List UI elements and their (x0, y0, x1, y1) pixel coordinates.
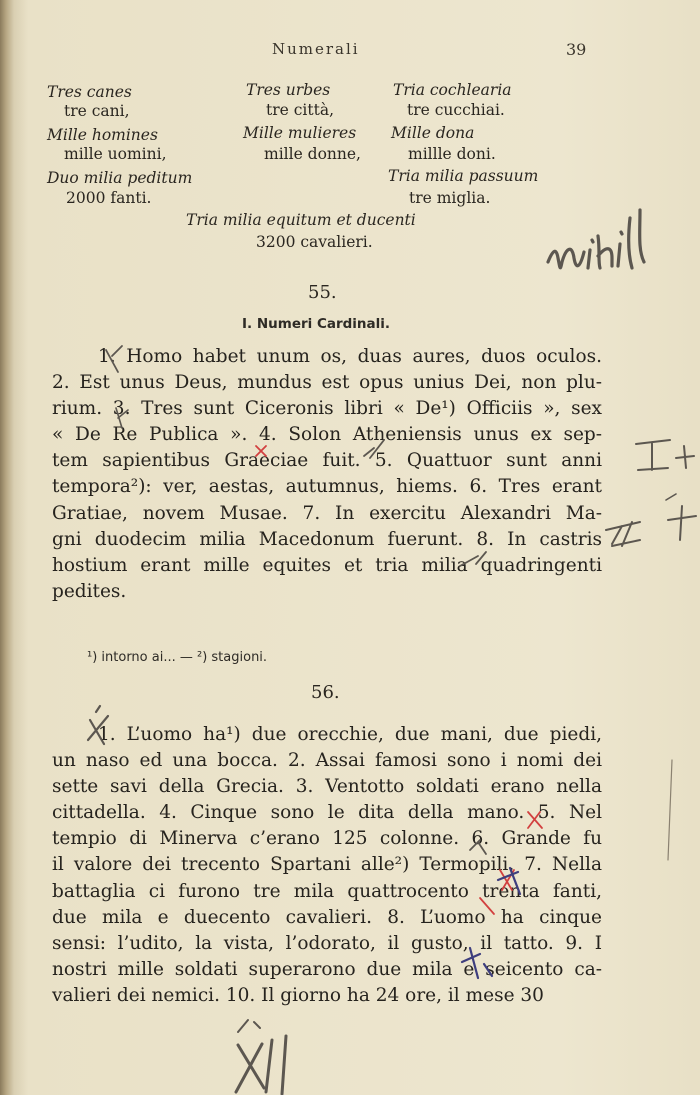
text-line: sensi: l’udito, la vista, l’odorato, il gusto, il tatto. 9. I (52, 932, 602, 954)
example-italian: millle doni. (408, 145, 496, 163)
text-line: 2. Est unus Deus, mundus est opus unius Dei, non plu- (52, 372, 602, 394)
example-latin: Tres canes (47, 83, 132, 101)
text-line: 1. Homo habet unum os, duas aures, duos oculos. (98, 346, 602, 367)
example-italian: 3200 cavalieri. (256, 233, 373, 251)
example-italian: 2000 fanti. (66, 189, 152, 207)
text-line: « De Re Publica ». 4. Solon Atheniensis unus ex sep- (52, 424, 602, 446)
text-line: il valore dei trecento Spartani alle²) Termopili. 7. Nella (52, 854, 602, 876)
text-line: cittadella. 4. Cinque sono le dita della mano. 5. Nel (52, 802, 602, 824)
text-line: battaglia ci furono tre mila quattrocento trenta fanti, (52, 880, 602, 902)
example-italian: tre cucchiai. (407, 101, 505, 119)
section-subtitle: I. Numeri Cardinali. (242, 316, 391, 332)
text-line: gni duodecim milia Macedonum fuerunt. 8. In castris (52, 528, 602, 550)
page-number: 39 (566, 40, 587, 59)
example-italian: tre cani, (64, 102, 130, 120)
example-latin: Tria milia passuum (388, 167, 539, 185)
footnote: ¹) intorno ai... — ²) stagioni. (87, 650, 268, 665)
exercise-paragraph (52, 344, 602, 605)
text-line: Gratiae, novem Musae. 7. In exercitu Alexandri Ma- (52, 502, 602, 524)
example-latin: Duo milia peditum (47, 169, 193, 187)
example-latin: Tria milia equitum et ducenti (186, 211, 416, 229)
text-line: pedites. (52, 580, 127, 602)
text-line: nostri mille soldati superarono due mila e seicento ca- (52, 958, 602, 980)
example-latin: Mille homines (47, 126, 158, 144)
example-latin: Mille mulieres (243, 124, 357, 142)
text-line: tempio di Minerva c’erano 125 colonne. 6. Grande fu (52, 828, 602, 850)
example-italian: tre città, (266, 101, 335, 119)
running-header: Numerali (272, 40, 360, 58)
text-line: hostium erant mille equites et tria milia quadringenti (52, 554, 602, 576)
text-line: tem sapientibus Graeciae fuit. 5. Quattuor sunt anni (52, 450, 602, 472)
text-line: rium. 3. Tres sunt Ciceronis libri « De¹) Officiis », sex (52, 398, 602, 420)
exercise-number: 55. (308, 282, 337, 303)
example-italian: mille uomini, (64, 145, 167, 163)
text-line: tempora²): ver, aestas, autumnus, hiems. 6. Tres erant (52, 476, 602, 498)
example-italian: tre miglia. (409, 189, 491, 207)
text-line: sette savi della Grecia. 3. Ventotto soldati erano nella (52, 776, 602, 798)
example-latin: Tres urbes (246, 81, 331, 99)
text-line: 1. L’uomo ha¹) due orecchie, due mani, due piedi, (98, 724, 602, 745)
text-line: due mila e duecento cavalieri. 8. L’uomo ha cinque (52, 906, 602, 928)
text-line: un naso ed una bocca. 2. Assai famosi sono i nomi dei (52, 750, 602, 772)
example-italian: mille donne, (264, 145, 361, 163)
exercise-number: 56. (311, 682, 340, 703)
text-line: valieri dei nemici. 10. Il giorno ha 24 ore, il mese 30 (52, 984, 544, 1006)
example-latin: Tria cochlearia (393, 81, 512, 99)
example-latin: Mille dona (391, 124, 475, 142)
exercise-paragraph (52, 722, 602, 1009)
